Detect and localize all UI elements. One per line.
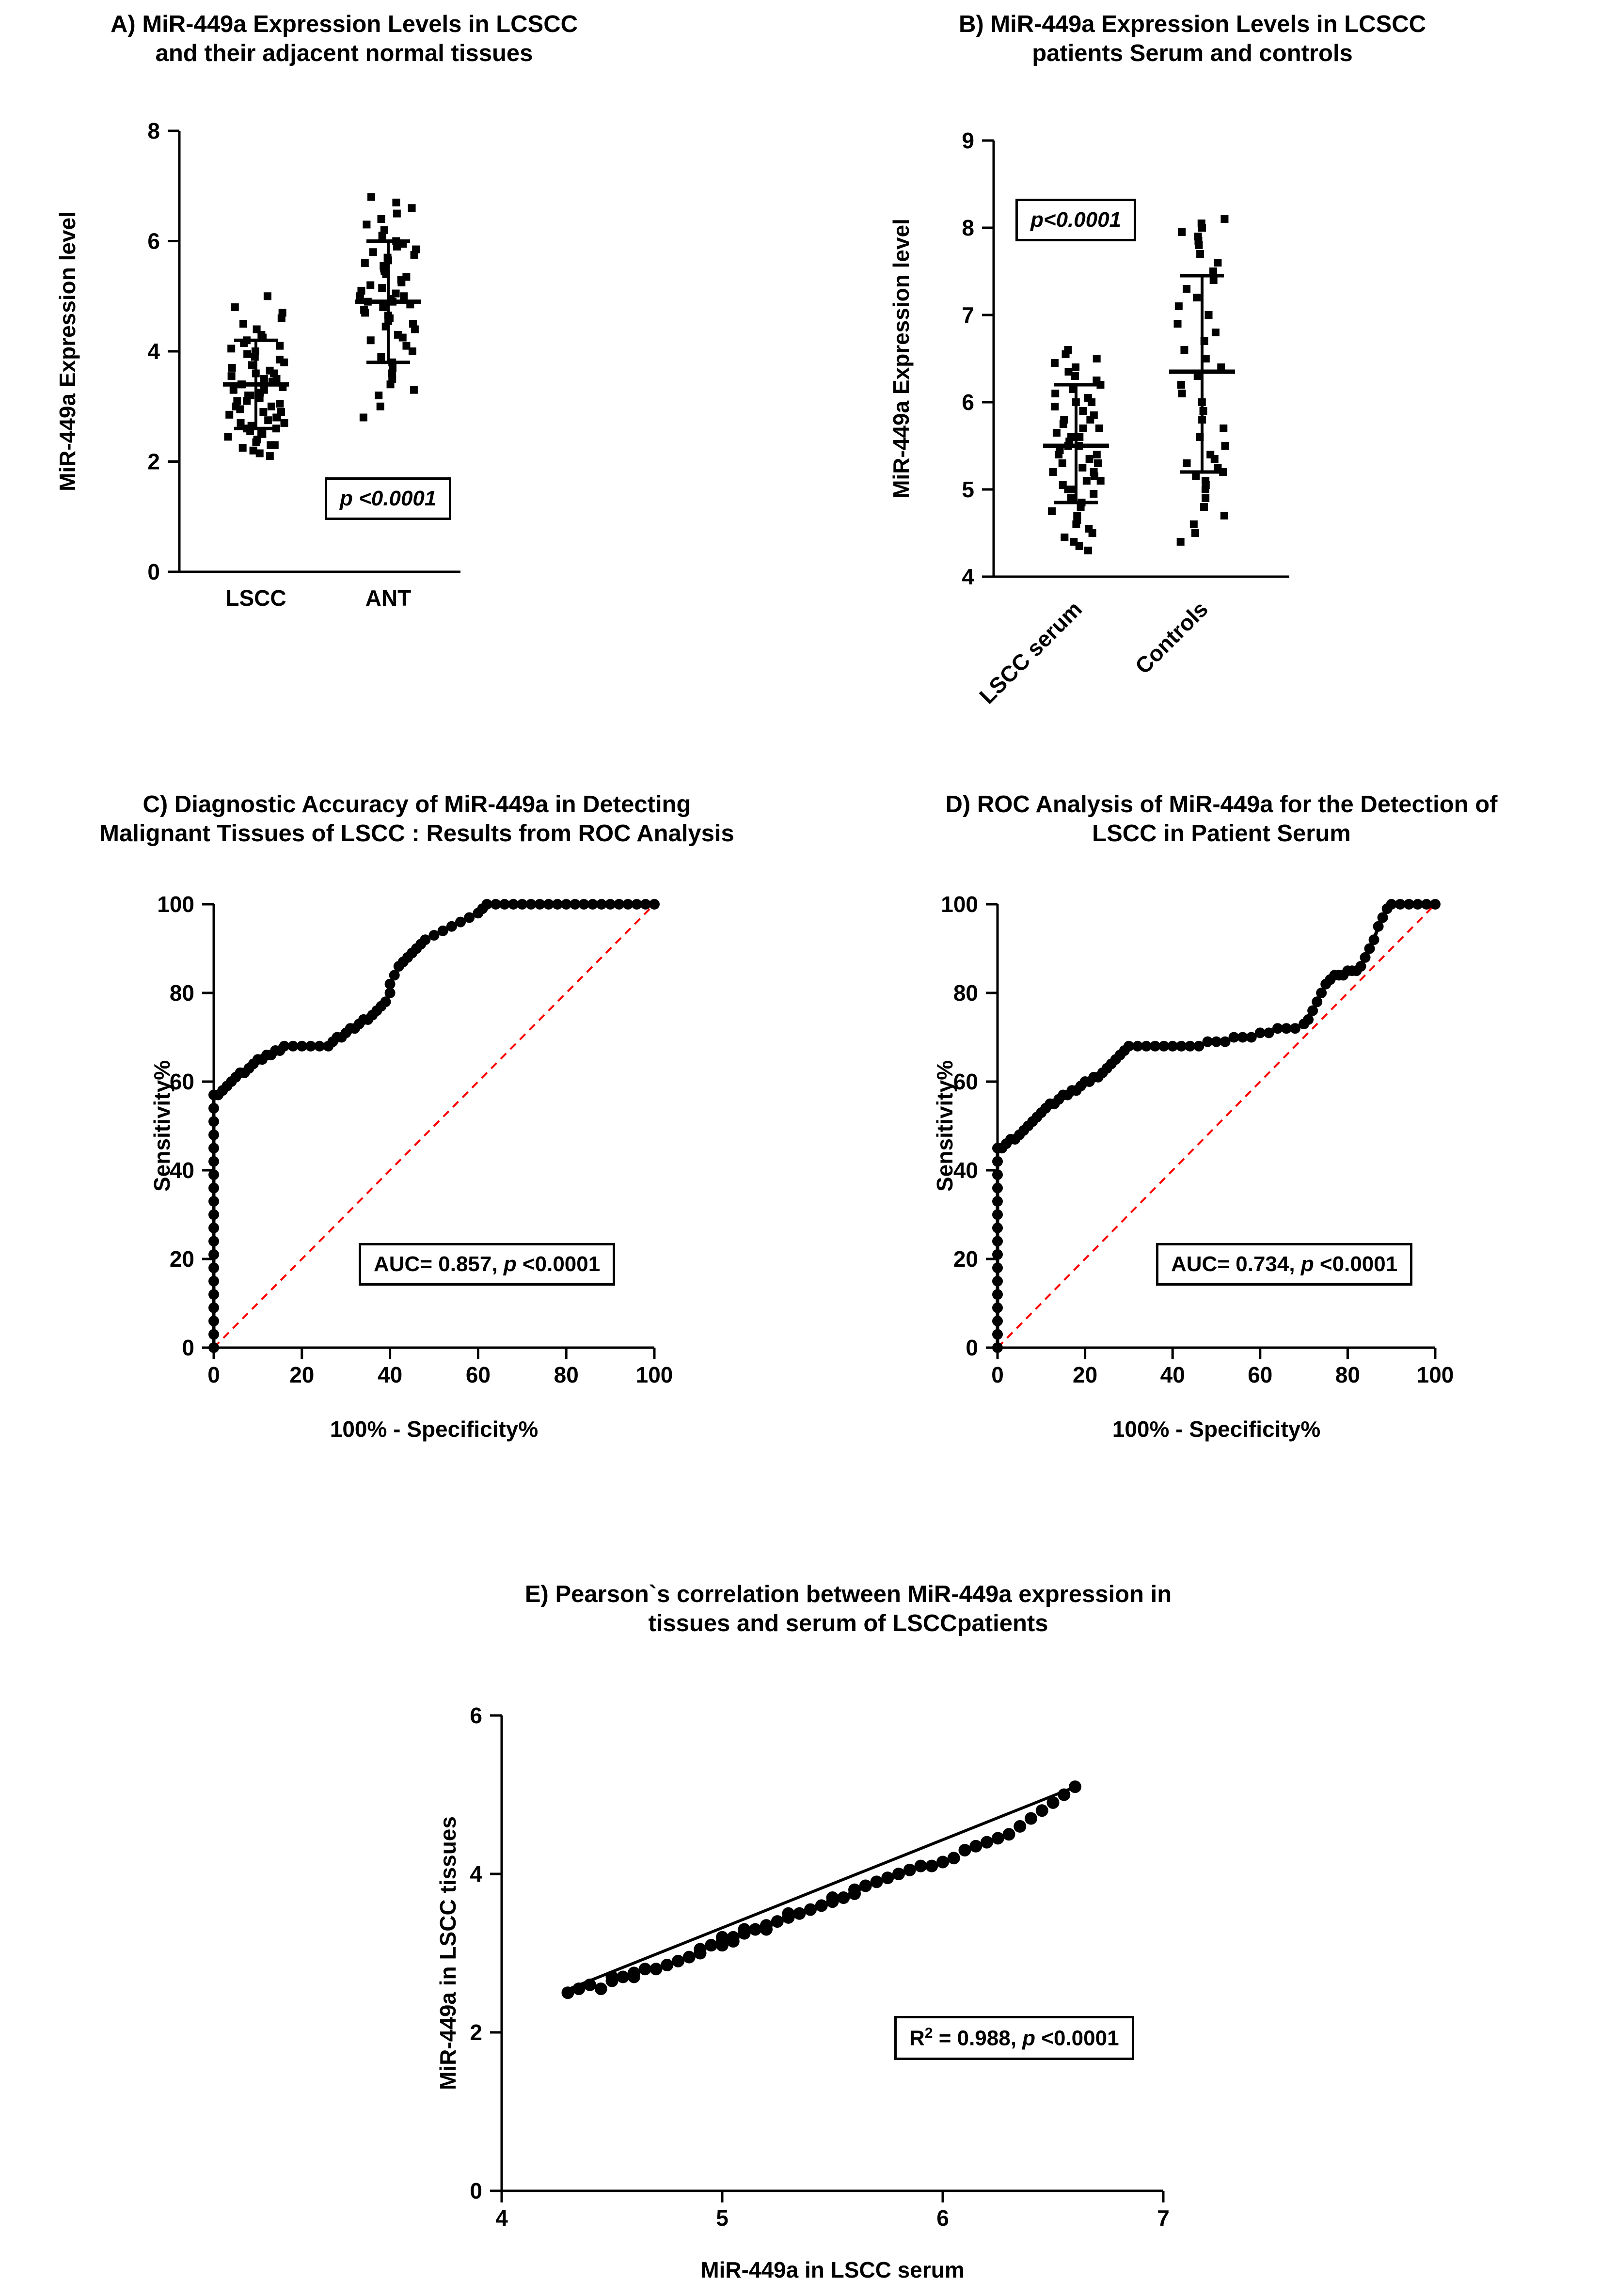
data-point xyxy=(1180,346,1188,354)
data-point xyxy=(1069,1780,1081,1793)
data-point xyxy=(375,392,382,399)
roc-point xyxy=(992,1183,1003,1194)
roc-point xyxy=(208,1276,219,1287)
panel-e-title-line2: tissues and serum of LSCCpatients xyxy=(648,1610,1048,1636)
data-point xyxy=(1065,368,1073,376)
data-point xyxy=(224,433,232,440)
panel-d-auc-pvalue: <0.0001 xyxy=(1314,1252,1398,1276)
data-point xyxy=(1193,294,1201,301)
x-tick-label: 20 xyxy=(1073,1362,1098,1387)
y-tick-label: 2 xyxy=(470,2020,482,2045)
y-tick-label: 60 xyxy=(953,1069,978,1094)
panel-c-auc-value: AUC= 0.857, xyxy=(374,1252,504,1276)
data-point xyxy=(361,259,369,267)
roc-point xyxy=(208,1169,219,1180)
roc-point xyxy=(992,1342,1003,1353)
data-point xyxy=(1025,1812,1037,1825)
y-tick-label: 80 xyxy=(953,980,978,1006)
data-point xyxy=(815,1899,828,1912)
data-point xyxy=(276,400,284,408)
panel-e-plot xyxy=(218,1667,1478,2292)
data-point xyxy=(1086,455,1093,463)
roc-point xyxy=(992,1223,1003,1233)
x-axis-title: 100% - Specificity% xyxy=(1112,1416,1321,1442)
data-point xyxy=(948,1852,960,1864)
data-point xyxy=(892,1868,905,1880)
y-tick-label: 100 xyxy=(941,892,978,917)
data-point xyxy=(1079,407,1087,415)
data-point xyxy=(1051,403,1059,410)
panel-a xyxy=(10,10,679,703)
panel-e-rsq-p: p xyxy=(1022,2026,1036,2050)
data-point xyxy=(595,1982,607,1995)
data-point xyxy=(1205,311,1213,319)
data-point xyxy=(360,414,367,422)
y-tick-label: 6 xyxy=(147,228,160,254)
data-point xyxy=(366,282,374,289)
roc-point xyxy=(992,1156,1003,1167)
data-point xyxy=(1214,259,1221,267)
category-label: ANT xyxy=(365,585,412,611)
x-tick-label: 100 xyxy=(1416,1362,1454,1387)
data-point xyxy=(247,392,254,399)
data-point xyxy=(871,1875,883,1888)
data-point xyxy=(683,1951,696,1964)
x-axis-title: 100% - Specificity% xyxy=(330,1416,539,1442)
data-point xyxy=(903,1864,916,1876)
roc-point xyxy=(208,1196,219,1207)
panel-e-rsq-r: R xyxy=(909,2026,925,2050)
data-point xyxy=(584,1979,596,1991)
y-tick-label: 0 xyxy=(182,1335,194,1360)
data-point xyxy=(1220,425,1227,432)
data-point xyxy=(1183,459,1191,467)
roc-point xyxy=(208,1183,219,1194)
x-tick-label: 40 xyxy=(378,1362,403,1387)
roc-point xyxy=(208,1262,219,1273)
fit-line xyxy=(563,1785,1079,1991)
data-point xyxy=(253,326,261,333)
roc-point xyxy=(208,1223,219,1233)
roc-point xyxy=(208,1303,219,1313)
data-point xyxy=(628,1971,640,1983)
y-tick-label: 4 xyxy=(962,564,974,589)
data-point xyxy=(727,1935,740,1948)
data-point xyxy=(606,1971,618,1983)
y-tick-label: 7 xyxy=(962,302,974,328)
data-point xyxy=(1078,464,1086,472)
x-tick-label: 60 xyxy=(465,1362,491,1387)
roc-point xyxy=(208,1210,219,1220)
panel-e-title xyxy=(218,1580,1478,1638)
panel-c-title-line1: C) Diagnostic Accuracy of MiR-449a in Detecting xyxy=(143,791,691,818)
panel-b-pvalue-box xyxy=(1015,199,1136,241)
data-point xyxy=(848,1884,861,1896)
roc-point xyxy=(208,1156,219,1167)
roc-point xyxy=(992,1289,1003,1300)
data-point xyxy=(1090,490,1097,498)
data-point xyxy=(258,430,266,438)
data-point xyxy=(562,1986,574,1999)
x-tick-label: 40 xyxy=(1160,1362,1185,1387)
roc-point xyxy=(208,1316,219,1326)
data-point xyxy=(837,1891,850,1904)
data-point xyxy=(650,1963,663,1975)
data-point xyxy=(367,193,375,201)
data-point xyxy=(276,342,284,350)
data-point xyxy=(1085,525,1093,533)
data-point xyxy=(250,447,257,455)
data-point xyxy=(1003,1828,1015,1840)
roc-point xyxy=(208,1249,219,1260)
data-point xyxy=(1175,302,1183,310)
data-point xyxy=(1220,215,1228,223)
data-point xyxy=(1178,228,1186,236)
roc-point xyxy=(992,1196,1003,1207)
x-tick-label: 80 xyxy=(554,1362,579,1387)
data-point xyxy=(1174,320,1182,328)
data-point xyxy=(1051,359,1059,367)
data-point xyxy=(1064,346,1072,354)
data-point xyxy=(1051,390,1059,397)
data-point xyxy=(1070,538,1077,546)
roc-point xyxy=(992,1169,1003,1180)
y-tick-label: 40 xyxy=(169,1158,194,1183)
data-point xyxy=(380,226,388,234)
data-point xyxy=(1061,534,1068,541)
panel-c-auc-box xyxy=(359,1243,615,1286)
panel-b-title-line2: patients Serum and controls xyxy=(1032,40,1353,66)
data-point xyxy=(738,1923,751,1935)
data-point xyxy=(264,292,271,300)
roc-point xyxy=(208,1116,219,1127)
data-point xyxy=(1059,459,1066,467)
data-point xyxy=(981,1836,993,1849)
data-point xyxy=(378,284,386,292)
data-point xyxy=(881,1871,894,1884)
data-point xyxy=(661,1959,673,1971)
data-point xyxy=(1067,433,1075,441)
y-tick-label: 4 xyxy=(147,339,160,364)
data-point xyxy=(1090,468,1098,476)
data-point xyxy=(266,452,274,460)
data-point xyxy=(1036,1804,1048,1817)
panel-e xyxy=(218,1580,1478,2292)
data-point xyxy=(804,1903,817,1916)
data-point xyxy=(959,1844,971,1856)
roc-point xyxy=(1369,934,1379,945)
data-point xyxy=(277,408,285,416)
data-point xyxy=(1202,477,1209,485)
y-tick-label: 6 xyxy=(470,1703,482,1728)
y-tick-label: 0 xyxy=(966,1335,978,1360)
panel-b xyxy=(848,10,1537,737)
roc-point xyxy=(992,1303,1003,1313)
data-point xyxy=(1058,1789,1070,1801)
data-point xyxy=(1053,429,1061,437)
roc-point xyxy=(649,899,660,910)
data-point xyxy=(1060,416,1068,424)
data-point xyxy=(237,419,245,427)
data-point xyxy=(392,290,400,298)
data-point xyxy=(225,411,233,419)
category-label: LSCC serum xyxy=(974,596,1087,709)
data-point xyxy=(412,246,420,253)
y-tick-label: 5 xyxy=(962,477,974,502)
panel-d-title-line1: D) ROC Analysis of MiR-449a for the Detection of xyxy=(945,791,1498,818)
data-point xyxy=(1072,363,1079,371)
category-label: Controls xyxy=(1130,596,1213,679)
y-tick-label: 2 xyxy=(147,449,160,474)
data-point xyxy=(1196,250,1204,258)
data-point xyxy=(1194,233,1202,240)
roc-point xyxy=(1430,899,1441,910)
data-point xyxy=(617,1971,629,1983)
data-point xyxy=(1200,503,1208,511)
y-tick-label: 8 xyxy=(962,215,974,240)
data-point xyxy=(394,331,402,339)
roc-point xyxy=(992,1329,1003,1340)
roc-point xyxy=(992,1249,1003,1260)
panel-a-pvalue-box xyxy=(325,477,451,520)
panel-c-plot xyxy=(10,858,824,1483)
y-tick-label: 6 xyxy=(962,390,974,415)
data-point xyxy=(749,1923,761,1935)
panel-e-rsq-box xyxy=(894,2016,1134,2060)
data-point xyxy=(716,1931,729,1944)
data-point xyxy=(410,386,418,394)
data-point xyxy=(228,372,236,380)
data-point xyxy=(1202,494,1209,502)
panel-b-title xyxy=(848,10,1537,68)
data-point xyxy=(393,210,401,218)
panel-d-plot xyxy=(843,858,1600,1483)
data-point xyxy=(1220,512,1228,519)
data-point xyxy=(572,1982,585,1995)
panel-c-title xyxy=(10,790,824,848)
x-tick-label: 100 xyxy=(635,1362,673,1387)
y-axis-title: MiR-449a Expression level xyxy=(888,219,914,499)
data-point xyxy=(402,342,410,350)
data-point xyxy=(230,386,238,394)
x-axis-title: MiR-449a in LSCC serum xyxy=(700,2257,965,2282)
panel-e-rsq-value: = 0.988, xyxy=(933,2026,1023,2050)
data-point xyxy=(369,248,377,256)
panel-b-pvalue-text: p<0.0001 xyxy=(1030,208,1122,232)
data-point xyxy=(915,1860,927,1872)
data-point xyxy=(367,336,375,344)
panel-e-rsq-sup: 2 xyxy=(924,2025,933,2041)
data-point xyxy=(233,397,241,405)
data-point xyxy=(1090,411,1098,419)
panel-e-title-line1: E) Pearson`s correlation between MiR-449a expression in xyxy=(524,1581,1172,1607)
data-point xyxy=(1177,381,1185,389)
data-point xyxy=(1190,520,1198,528)
data-point xyxy=(771,1915,784,1928)
panel-c-auc-p: p xyxy=(503,1252,517,1276)
data-point xyxy=(760,1923,773,1935)
data-point xyxy=(260,386,268,394)
data-point xyxy=(402,273,410,281)
data-point xyxy=(363,220,370,228)
data-point xyxy=(239,320,247,328)
data-point xyxy=(1047,1796,1060,1809)
roc-point xyxy=(208,1103,219,1114)
x-tick-label: 0 xyxy=(207,1362,220,1387)
roc-point xyxy=(208,1342,219,1353)
data-point xyxy=(1206,451,1214,458)
data-point xyxy=(859,1880,872,1892)
data-point xyxy=(782,1907,795,1920)
y-tick-label: 8 xyxy=(147,118,160,143)
x-tick-label: 20 xyxy=(289,1362,315,1387)
panel-c-title-line2: Malignant Tissues of LSCC : Results from ROC Analysis xyxy=(99,820,734,847)
data-point xyxy=(400,292,408,300)
data-point xyxy=(793,1907,806,1920)
x-tick-label: 6 xyxy=(936,2205,949,2231)
panel-e-rsq-pvalue: <0.0001 xyxy=(1035,2026,1119,2050)
data-point xyxy=(276,356,284,363)
data-point xyxy=(1048,507,1056,515)
data-point xyxy=(1191,529,1199,537)
x-tick-label: 0 xyxy=(991,1362,1004,1387)
data-point xyxy=(1059,481,1067,489)
panel-b-title-line1: B) MiR-449a Expression Levels in LCSCC xyxy=(959,11,1426,37)
y-tick-label: 80 xyxy=(169,980,194,1006)
data-point xyxy=(1198,220,1205,227)
data-point xyxy=(1183,285,1190,293)
roc-point xyxy=(992,1316,1003,1326)
data-point xyxy=(231,303,239,311)
panel-d-title-line2: LSCC in Patient Serum xyxy=(1092,820,1351,847)
data-point xyxy=(377,403,384,410)
data-point xyxy=(392,199,400,206)
data-point xyxy=(377,353,385,361)
roc-point xyxy=(208,1236,219,1246)
roc-point xyxy=(992,1262,1003,1273)
data-point xyxy=(408,204,416,212)
x-tick-label: 80 xyxy=(1335,1362,1360,1387)
panel-d-title xyxy=(843,790,1600,848)
data-point xyxy=(1093,451,1101,458)
data-point xyxy=(243,350,251,358)
y-tick-label: 40 xyxy=(953,1158,978,1183)
data-point xyxy=(280,419,288,427)
data-point xyxy=(1079,425,1087,432)
data-point xyxy=(992,1832,1004,1844)
data-point xyxy=(639,1963,651,1975)
y-axis-title: MiR-449a Expression level xyxy=(55,211,80,491)
data-point xyxy=(1073,512,1081,519)
data-point xyxy=(1212,329,1220,336)
data-point xyxy=(1084,547,1092,554)
roc-point xyxy=(992,1236,1003,1246)
panel-c xyxy=(10,790,824,1483)
y-axis-title: Sensitivity% xyxy=(149,1060,174,1192)
panel-a-title xyxy=(10,10,679,68)
roc-point xyxy=(992,1276,1003,1287)
data-point xyxy=(268,403,275,410)
data-point xyxy=(969,1840,982,1853)
roc-point xyxy=(208,1289,219,1300)
panel-b-plot xyxy=(848,73,1537,737)
panel-a-title-line1: A) MiR-449a Expression Levels in LCSCC xyxy=(111,11,578,37)
data-point xyxy=(227,345,235,352)
panel-a-plot xyxy=(10,73,679,703)
panel-c-auc-pvalue: <0.0001 xyxy=(516,1252,601,1276)
roc-point xyxy=(208,1329,219,1340)
data-point xyxy=(378,215,385,223)
data-point xyxy=(264,416,272,424)
panel-d-auc-p: p xyxy=(1300,1252,1314,1276)
data-point xyxy=(1095,425,1103,432)
data-point xyxy=(1093,355,1101,362)
panel-a-pvalue-text: p <0.0001 xyxy=(340,487,437,510)
panel-d-auc-box xyxy=(1156,1243,1412,1286)
data-point xyxy=(357,287,365,295)
data-point xyxy=(1049,468,1057,476)
x-tick-label: 7 xyxy=(1157,2205,1170,2231)
data-point xyxy=(925,1860,938,1872)
data-point xyxy=(1221,442,1229,450)
panel-d-auc-value: AUC= 0.734, xyxy=(1171,1252,1301,1276)
roc-point xyxy=(992,1210,1003,1220)
data-point xyxy=(1083,477,1091,485)
y-tick-label: 0 xyxy=(470,2178,482,2203)
data-point xyxy=(228,364,236,372)
data-point xyxy=(936,1856,949,1868)
category-label: LSCC xyxy=(225,585,286,611)
data-point xyxy=(267,441,274,449)
y-axis-title: Sensitivity% xyxy=(932,1060,957,1192)
data-point xyxy=(1084,394,1092,402)
y-tick-label: 100 xyxy=(157,892,194,917)
data-point xyxy=(1177,538,1185,546)
x-tick-label: 4 xyxy=(495,2205,508,2231)
x-tick-label: 60 xyxy=(1248,1362,1273,1387)
panel-a-title-line2: and their adjacent normal tissues xyxy=(155,40,533,66)
roc-point xyxy=(208,1143,219,1153)
data-point xyxy=(239,444,247,452)
data-point xyxy=(279,309,286,316)
y-tick-label: 4 xyxy=(470,1861,482,1887)
y-tick-label: 0 xyxy=(147,559,160,584)
y-tick-label: 20 xyxy=(169,1246,194,1272)
data-point xyxy=(1094,459,1102,467)
panel-d xyxy=(843,790,1600,1483)
data-point xyxy=(1178,390,1186,397)
data-point xyxy=(266,367,274,375)
y-tick-label: 9 xyxy=(962,128,974,153)
data-point xyxy=(379,303,387,311)
data-point xyxy=(705,1939,717,1951)
y-axis-title: MiR-449a in LSCC tissues xyxy=(435,1816,460,2090)
data-point xyxy=(672,1955,684,1967)
roc-point xyxy=(208,1130,219,1140)
data-point xyxy=(360,306,368,314)
data-point xyxy=(260,375,268,383)
data-point xyxy=(1014,1820,1026,1833)
y-tick-label: 60 xyxy=(169,1069,194,1094)
data-point xyxy=(259,408,267,416)
y-tick-label: 20 xyxy=(953,1246,978,1272)
data-point xyxy=(826,1891,839,1904)
data-point xyxy=(694,1943,707,1955)
data-point xyxy=(409,320,417,328)
x-tick-label: 5 xyxy=(716,2205,729,2231)
